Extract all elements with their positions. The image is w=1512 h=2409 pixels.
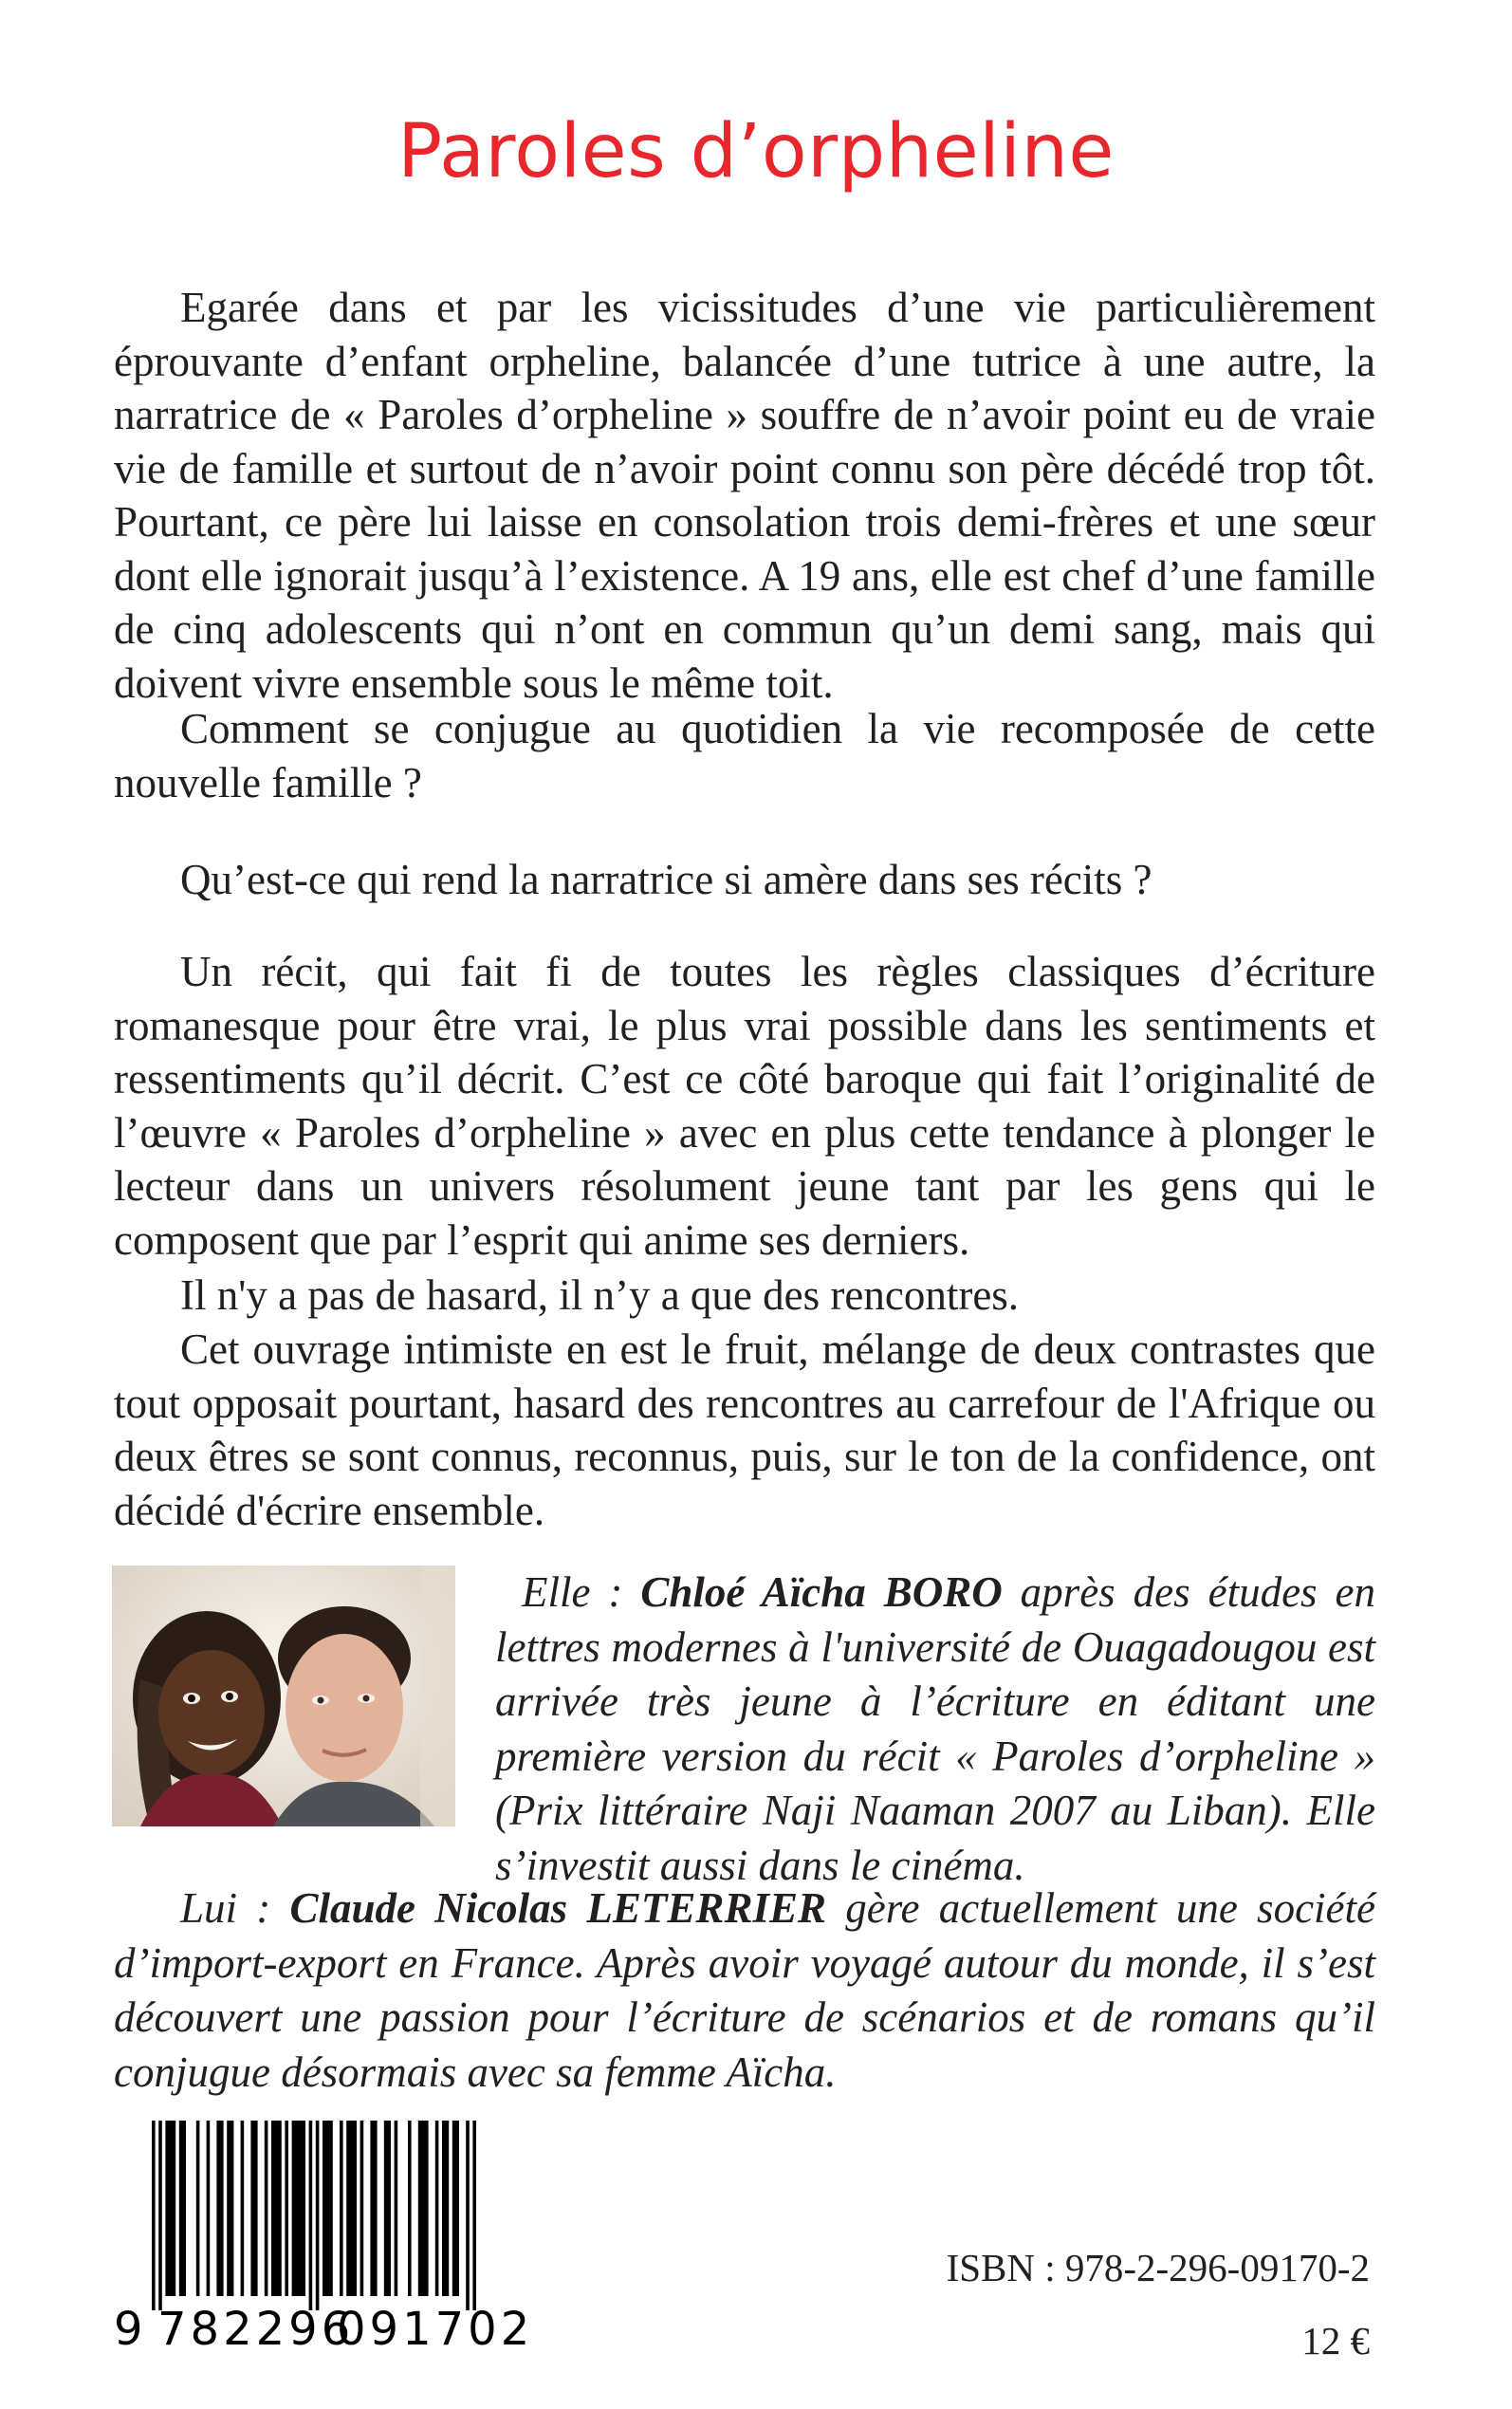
barcode-bar [418,2121,429,2296]
barcode-bar [250,2121,257,2296]
author-elle-text: après des études en lettres modernes à l'université de Ouagadougou est arrivée très jeune à l’écriture en éditant une première version du récit « Paroles d’orpheline » (Prix littéraire Naji Naaman 2007 au Liban). Elle s’investit aussi dans le cinéma. [495,1568,1376,1889]
barcode-bar [227,2121,233,2296]
barcode-bar [241,2121,245,2296]
barcode-bar [435,2121,439,2296]
barcode-bar [384,2121,391,2296]
synopsis-paragraph-1: Egarée dans et par les vicissitudes d’une vie particulièrement éprouvante d’enfant orpheline, balancée d’une tutrice à une autre, la narratrice de « Paroles d’orpheline » souffre de n’avoir point eu de vraie vie de famille et surtout de n’avoir point connu son père décédé trop tôt. Pourtant, ce père lui laisse en consolation trois demi-frères et une sœur dont elle ignorait jusqu’à l’existence. A 19 ans, elle est chef d’une famille de cinq adolescents qui n’ont en commun qu’un demi sang, mais qui doivent vivre ensemble sous le même toit. [114,284,1375,707]
barcode-bar [165,2121,175,2296]
barcode-bar [316,2121,320,2310]
author-lui-prefix: Lui : [180,1884,290,1932]
barcode-bar [207,2121,211,2296]
barcode-bar [340,2121,343,2296]
author-lui-text: gère actuellement une société d’import-export en France. Après avoir voyagé autour du monde, il s’est découvert une passion pour l’écriture de scénarios et de romans qu’il conjugue désormais avec sa femme Aïcha. [114,1884,1375,2096]
barcode-bar [442,2121,449,2296]
barcode-bar [216,2121,223,2296]
barcode-bar [323,2121,333,2296]
barcode-bars [114,2121,510,2310]
barcode-bar [452,2121,459,2296]
barcode-bar [196,2121,200,2296]
book-title: Paroles d’orpheline [397,109,1115,195]
isbn-number: ISBN : 978-2-296-09170-2 [946,2246,1370,2289]
author-lui-name: Claude Nicolas LETERRIER [289,1884,826,1932]
barcode-bar [395,2121,398,2296]
isbn-barcode [114,2121,534,2367]
barcode-group-1: 782296 [157,2303,355,2356]
barcode-bar [346,2121,357,2296]
barcode-group-2: 091702 [337,2303,534,2356]
synopsis-paragraph-6: Cet ouvrage intimiste en est le fruit, mélange de deux contrastes que tout opposait pourtant, hasard des rencontres au carrefour de l'Afrique ou deux êtres se sont connus, reconnus, puis, sur le ton de la confidence, ont décidé d'écrire ensemble. [114,1325,1375,1534]
synopsis-paragraph-5: Il n'y a pas de hasard, il n’y a que des rencontres. [180,1271,1020,1319]
barcode-bar [158,2121,162,2310]
barcode-bar [466,2121,470,2310]
synopsis-paragraph-2: Comment se conjugue au quotidien la vie recomposée de cette nouvelle famille ? [114,705,1375,806]
barcode-bar [309,2121,313,2310]
author-elle-prefix: Elle : [522,1568,641,1616]
authors-photo [112,1566,455,1826]
barcode-bar [285,2121,288,2296]
barcode-bar [472,2121,476,2310]
barcode-bar [271,2121,282,2296]
author-elle-name: Chloé Aïcha BORO [640,1568,1003,1616]
barcode-first-digit: 9 [114,2303,143,2356]
synopsis-paragraph-4: Un récit, qui fait fi de toutes les règles classiques d’écriture romanesque pour être vrai, le plus vrai possible dans les sentiments et ressentiments qu’il décrit. C’est ce côté baroque qui fait l’originalité de l’œuvre « Paroles d’orpheline » avec en plus cette tendance à plonger le lecteur dans un univers résolument jeune tant par les gens qui le composent que par l’esprit qui anime ses derniers. [114,948,1375,1264]
author-bio-lui [114,1881,1375,2100]
barcode-bar [370,2121,377,2296]
barcode-bar [292,2121,305,2296]
synopsis-paragraph-3: Qu’est-ce qui rend la narratrice si amère dans ses récits ? [180,856,1152,903]
author-bio-elle [495,1566,1375,1893]
barcode-bar [360,2121,364,2296]
price: 12 € [1301,2319,1370,2363]
barcode-bar [152,2121,156,2310]
barcode-bar [408,2121,412,2296]
barcode-bar [179,2121,186,2296]
barcode-bar [265,2121,268,2296]
